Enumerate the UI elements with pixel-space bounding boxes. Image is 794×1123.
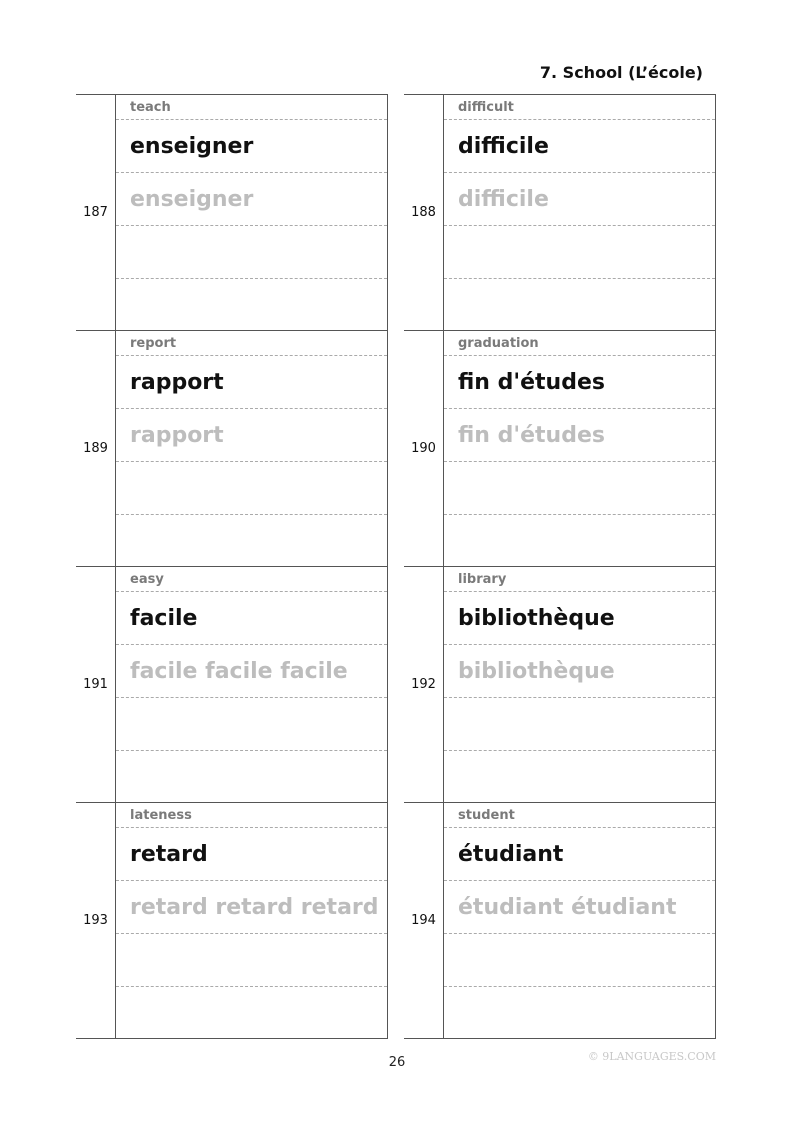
practice-line[interactable]	[444, 987, 715, 1040]
chapter-title: 7. School (L’école)	[539, 63, 703, 82]
tracing-word: enseigner	[116, 173, 387, 226]
practice-line[interactable]	[444, 934, 715, 987]
vocab-card-193	[76, 802, 388, 1039]
english-meaning: teach	[116, 95, 387, 120]
tracing-word: bibliothèque	[444, 645, 715, 698]
french-word: facile	[116, 592, 387, 645]
practice-line[interactable]	[116, 987, 387, 1040]
french-word: rapport	[116, 356, 387, 409]
french-word: fin d'études	[444, 356, 715, 409]
vocab-card-188	[404, 94, 716, 330]
practice-line[interactable]	[444, 226, 715, 279]
practice-line[interactable]	[116, 226, 387, 279]
copyright-notice: © 9LANGUAGES.COM	[587, 1050, 716, 1063]
entry-number: 190	[404, 331, 444, 566]
tracing-word: difficile	[444, 173, 715, 226]
tracing-word: retard retard retard	[116, 881, 387, 934]
entry-number: 192	[404, 567, 444, 802]
practice-line[interactable]	[116, 698, 387, 751]
practice-line[interactable]	[116, 751, 387, 804]
french-word: étudiant	[444, 828, 715, 881]
french-word: retard	[116, 828, 387, 881]
french-word: difficile	[444, 120, 715, 173]
entry-number: 187	[76, 95, 116, 330]
practice-line[interactable]	[444, 515, 715, 568]
vocab-card-191	[76, 566, 388, 802]
english-meaning: graduation	[444, 331, 715, 356]
english-meaning: difficult	[444, 95, 715, 120]
tracing-word: étudiant étudiant	[444, 881, 715, 934]
entry-number: 191	[76, 567, 116, 802]
tracing-word: facile facile facile	[116, 645, 387, 698]
practice-line[interactable]	[116, 279, 387, 332]
tracing-word: rapport	[116, 409, 387, 462]
practice-line[interactable]	[444, 462, 715, 515]
right-column	[404, 94, 716, 1039]
english-meaning: lateness	[116, 803, 387, 828]
practice-line[interactable]	[116, 934, 387, 987]
practice-line[interactable]	[444, 751, 715, 804]
practice-line[interactable]	[116, 462, 387, 515]
page-number: 26	[388, 1055, 406, 1070]
english-meaning: student	[444, 803, 715, 828]
tracing-word: fin d'études	[444, 409, 715, 462]
vocab-card-194	[404, 802, 716, 1039]
entry-number: 194	[404, 803, 444, 1038]
vocab-card-189	[76, 330, 388, 566]
english-meaning: report	[116, 331, 387, 356]
practice-line[interactable]	[444, 698, 715, 751]
entry-number: 193	[76, 803, 116, 1038]
french-word: bibliothèque	[444, 592, 715, 645]
practice-line[interactable]	[116, 515, 387, 568]
entry-number: 188	[404, 95, 444, 330]
french-word: enseigner	[116, 120, 387, 173]
vocab-card-192	[404, 566, 716, 802]
english-meaning: library	[444, 567, 715, 592]
practice-line[interactable]	[444, 279, 715, 332]
vocab-card-190	[404, 330, 716, 566]
english-meaning: easy	[116, 567, 387, 592]
vocab-card-187	[76, 94, 388, 330]
entry-number: 189	[76, 331, 116, 566]
left-column	[76, 94, 388, 1039]
